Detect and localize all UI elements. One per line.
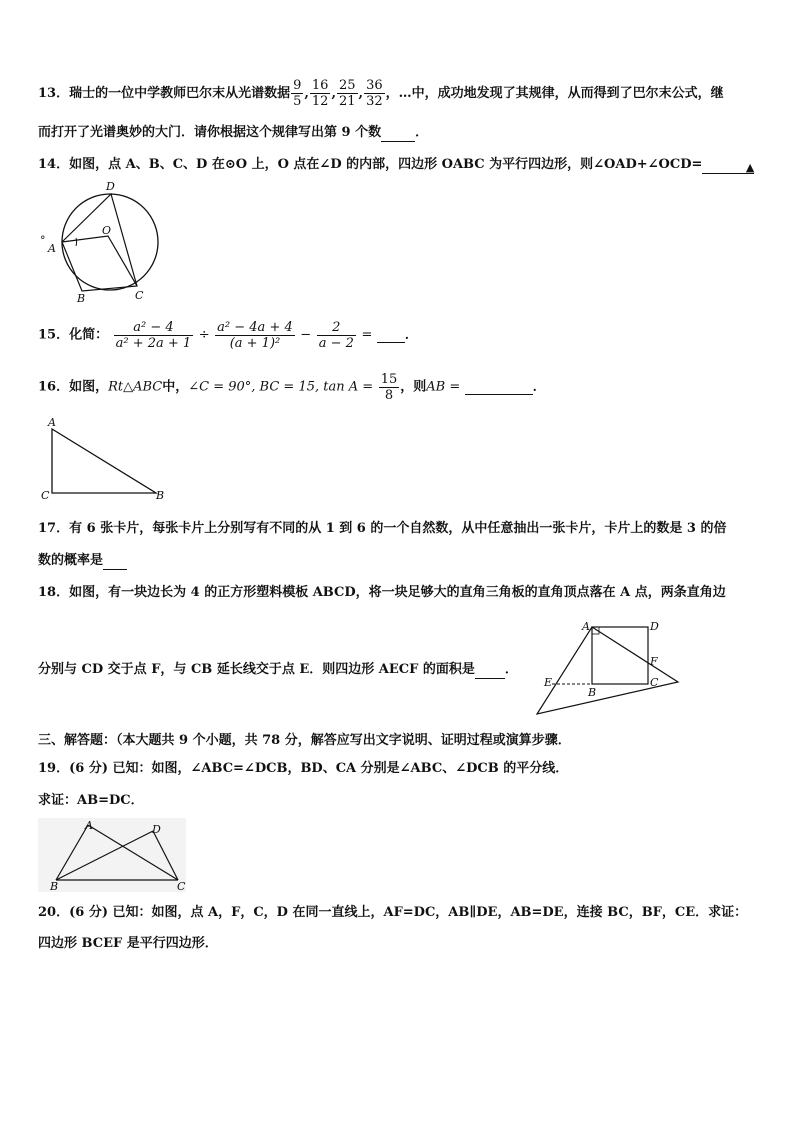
question-13-line-1: 13．瑞士的一位中学教师巴尔末从光谱数据 $\frac{9}{5}$ , $\frac{16}{12}$ , $\frac{25}{21}$ , $\frac{36}{32}$ ，…中，成功地发现了其规律，从而得到了巴尔末公式，继 (38, 78, 724, 109)
label-b: B (156, 489, 165, 502)
fraction-1: $\frac{\text{a² − 4}}{\text{a² + 2a + 1}}$ (115, 320, 192, 351)
label-b: B (588, 686, 597, 699)
answer-blank (475, 664, 505, 679)
triangle-abc (52, 429, 156, 493)
q18-square-figure (530, 618, 690, 718)
square-triangle-diagram (530, 618, 690, 718)
label-f: F (650, 655, 658, 668)
answer-blank (381, 127, 415, 142)
label-a: A (85, 819, 93, 832)
q16-triangle-figure (38, 416, 168, 506)
label-o: O (102, 224, 112, 237)
answer-blank (377, 328, 405, 343)
right-triangle-diagram (38, 416, 168, 506)
degree-sign: ° (40, 234, 46, 247)
label-d: D (106, 180, 115, 193)
question-17-line-1: 17．有 6 张卡片，每张卡片上分别写有不同的从 1 到 6 的一个自然数，从中任意抽出一张卡片，卡片上的数是 3 的倍 (38, 521, 727, 536)
fraction-36-32: $\frac{36}{32}$ (366, 78, 383, 109)
label-e: E (544, 676, 553, 689)
angle-mark (76, 238, 77, 246)
fraction-2: $\frac{\text{a² − 4a + 4}}{\text{(a + 1)²}}$ (217, 320, 293, 351)
label-a: A (48, 416, 56, 429)
question-16: 16．如图，Rt△ABC中，∠C = 90°, BC = 15, tan A = $\frac{15}{8}$ ，则AB = ． (38, 372, 546, 403)
fraction-9-5: $\frac{9}{5}$ (293, 78, 302, 109)
label-c: C (177, 880, 186, 892)
label-a: A (48, 242, 56, 255)
fraction-25-21: $\frac{25}{21}$ (338, 78, 356, 109)
label-d: D (152, 823, 161, 836)
crossed-triangles-diagram (38, 818, 186, 892)
question-19-line-2: 求证：AB=DC． (38, 793, 144, 808)
fraction-3: $\frac{2}{a - 2}$ (318, 320, 354, 351)
question-19-line-1: 19．(6 分) 已知：如图，∠ABC=∠DCB，BD、CA 分别是∠ABC、∠DCB 的平分线． (38, 761, 569, 776)
q19-figure (38, 818, 186, 892)
fraction-15-8: $\frac{15}{8}$ (380, 372, 398, 403)
label-d: D (650, 620, 659, 633)
square-abcd (592, 627, 648, 684)
label-c: C (650, 676, 659, 689)
question-18-line-1: 18．如图，有一块边长为 4 的正方形塑料模板 ABCD，将一块足够大的直角三角板的直角顶点落在 A 点，两条直角边 (38, 585, 726, 600)
q13-text-end: ，…中，成功地发现了其规律，从而得到了巴尔末公式，继 (385, 86, 724, 101)
label-b: B (50, 880, 59, 892)
label-c: C (135, 289, 144, 302)
circle-diagram (36, 176, 166, 306)
question-14-text: 14．如图，点 A、B、C、D 在⊙O 上，O 点在∠D 的内部，四边形 OABC 为平行四边形，则∠OAD+∠OCD= ▲ (38, 157, 755, 174)
question-17-line-2: 数的概率是 (38, 552, 127, 570)
question-15: 15．化简： $\frac{\text{a² − 4}}{\text{a² + 2a + 1}}$ ÷ $\frac{\text{a² − 4a + 4}}{\text{(a + 1)²}}$ − $\frac{2}{a - 2}$ = ． (38, 320, 418, 351)
question-18-line-2: 分别与 CD 交于点 F，与 CB 延长线交于点 E．则四边形 AECF 的面积是 ． (38, 662, 518, 677)
section-3-heading: 三、解答题：（本大题共 9 个小题，共 78 分，解答应写出文字说明、证明过程或演算步骤． (38, 733, 571, 748)
set-square (537, 627, 678, 714)
label-c: C (41, 489, 50, 502)
fraction-16-12: $\frac{16}{12}$ (311, 78, 329, 109)
label-b: B (77, 292, 86, 305)
answer-blank: ▲ (702, 159, 754, 174)
label-a: A (582, 620, 590, 633)
question-20-line-1: 20．(6 分) 已知：如图，点 A，F，C，D 在同一直线上，AF=DC，AB∥DE，AB=DE，连接 BC，BF，CE．求证： (38, 905, 748, 920)
answer-blank (103, 555, 127, 570)
question-13-line-2: 而打开了光谱奥妙的大门．请你根据这个规律写出第 9 个数 ． (38, 125, 429, 140)
q14-circle-figure (36, 176, 166, 306)
q13-text-start: 13．瑞士的一位中学教师巴尔末从光谱数据 (38, 86, 291, 101)
question-20-line-2: 四边形 BCEF 是平行四边形． (38, 936, 218, 951)
answer-blank (465, 380, 533, 395)
